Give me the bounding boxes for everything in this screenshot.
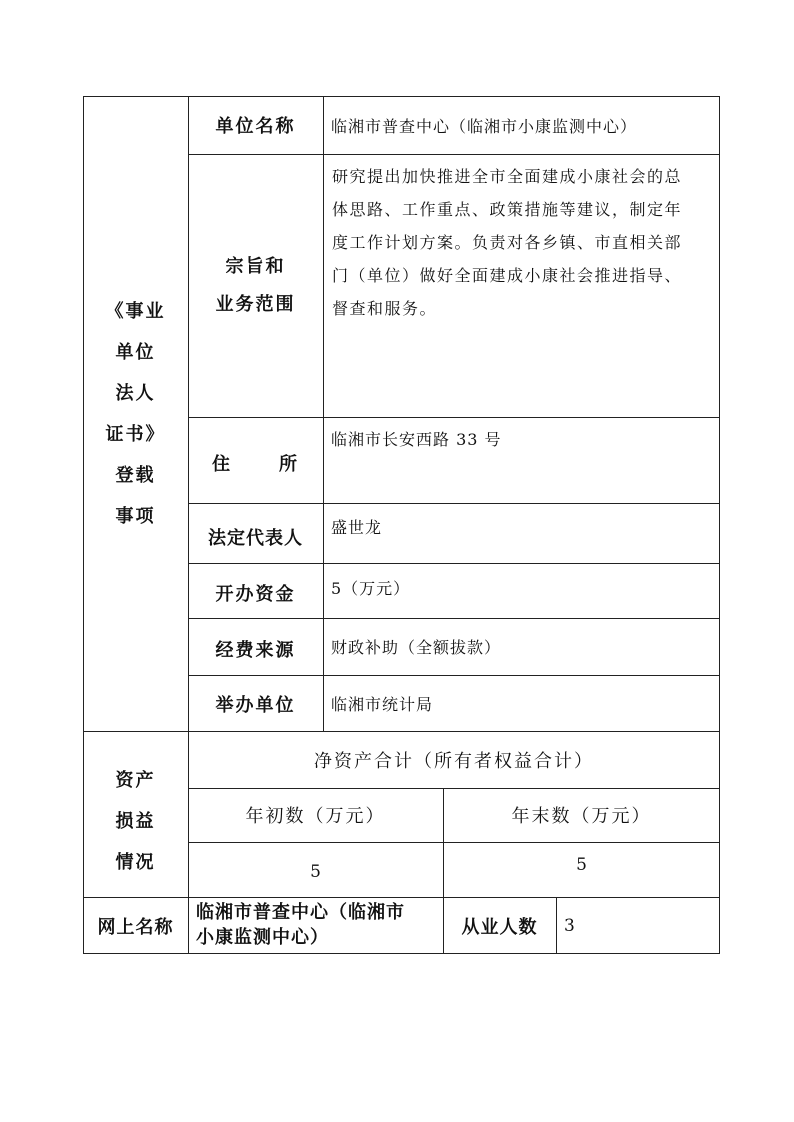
section-label-line: 损益: [115, 810, 156, 832]
online-name-line: 小康监测中心）: [196, 927, 329, 948]
section-label-line: 事项: [115, 505, 156, 527]
address-value: 临湘市长安西路 33 号: [331, 430, 502, 449]
purpose-label-line: 宗旨和: [225, 255, 286, 277]
section-label-line: 单位: [115, 341, 156, 363]
begin-of-year-label: 年初数（万元）: [245, 806, 386, 827]
column-divider: [556, 897, 557, 954]
end-of-year-label: 年末数（万元）: [511, 806, 652, 827]
purpose-label: [188, 154, 323, 417]
legal-rep-label: 法定代表人: [208, 528, 303, 549]
purpose-line: 督查和服务。: [332, 299, 438, 318]
net-assets-header: 净资产合计（所有者权益合计）: [314, 750, 594, 772]
online-name-label: 网上名称: [97, 916, 174, 938]
registration-section-label: [83, 96, 188, 731]
purpose-line: 体思路、工作重点、政策措施等建议，制定年: [332, 200, 683, 219]
assets-section-label: [83, 731, 188, 897]
section-label-line: 法人: [115, 382, 156, 404]
online-name-line: 临湘市普查中心（临湘市: [196, 902, 405, 923]
begin-of-year-value: 5: [310, 861, 321, 882]
staff-count-value: 3: [564, 915, 576, 936]
staff-count-label: 从业人数: [461, 916, 538, 938]
capital-value: 5（万元）: [331, 579, 411, 598]
unit-name-label: 单位名称: [215, 116, 296, 137]
section-label-line: 证书》: [105, 423, 166, 445]
legal-rep-value: 盛世龙: [331, 518, 383, 537]
section-label-line: 登载: [115, 464, 156, 486]
address-label: [188, 417, 323, 503]
address-label-char: 所: [279, 454, 299, 475]
section-label-line: 情况: [115, 851, 156, 873]
capital-label: 开办资金: [215, 583, 296, 605]
end-of-year-value: 5: [576, 855, 587, 875]
purpose-text: [323, 154, 720, 417]
sponsor-value: 临湘市统计局: [331, 694, 434, 714]
funding-value: 财政补助（全额拔款）: [331, 638, 502, 657]
online-name-value: [196, 900, 443, 954]
sponsor-label: 举办单位: [215, 695, 296, 716]
section-label-line: 资产: [115, 769, 156, 791]
purpose-line: 门（单位）做好全面建成小康社会推进指导、: [332, 266, 683, 285]
purpose-line: 研究提出加快推进全市全面建成小康社会的总: [332, 167, 683, 186]
section-label-line: 《事业: [105, 300, 166, 322]
purpose-label-line: 业务范围: [215, 293, 296, 315]
purpose-line: 度工作计划方案。负责对各乡镇、市直相关部: [332, 233, 683, 252]
funding-label: 经费来源: [215, 639, 296, 661]
unit-name-value: 临湘市普查中心（临湘市小康监测中心）: [331, 116, 638, 136]
address-label-char: 住: [212, 454, 232, 475]
